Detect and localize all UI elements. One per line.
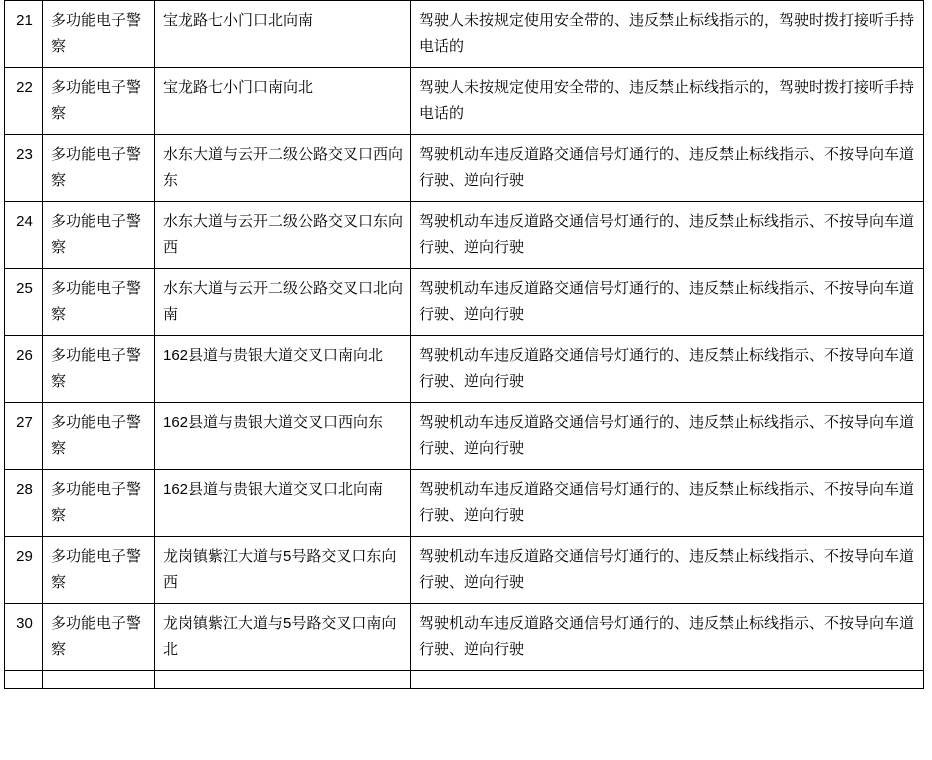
row-device-type: 多功能电子警察 (43, 68, 155, 135)
row-location: 水东大道与云开二级公路交叉口西向东 (155, 135, 411, 202)
row-index: 23 (5, 135, 43, 202)
row-violation-description: 驾驶机动车违反道路交通信号灯通行的、违反禁止标线指示、不按导向车道行驶、逆向行驶 (411, 336, 924, 403)
row-index: 22 (5, 68, 43, 135)
table-row (5, 403, 924, 470)
row-violation-description: 驾驶机动车违反道路交通信号灯通行的、违反禁止标线指示、不按导向车道行驶、逆向行驶 (411, 403, 924, 470)
row-location: 水东大道与云开二级公路交叉口北向南 (155, 269, 411, 336)
row-index: 21 (5, 1, 43, 68)
row-violation-description: 驾驶人未按规定使用安全带的、违反禁止标线指示的，驾驶时拨打接听手持电话的 (411, 68, 924, 135)
row-index: 27 (5, 403, 43, 470)
enforcement-device-table (4, 0, 924, 689)
row-violation-description: 驾驶机动车违反道路交通信号灯通行的、违反禁止标线指示、不按导向车道行驶、逆向行驶 (411, 604, 924, 671)
table-row-partial (5, 671, 924, 689)
table-row (5, 1, 924, 68)
row-violation-description: 驾驶机动车违反道路交通信号灯通行的、违反禁止标线指示、不按导向车道行驶、逆向行驶 (411, 269, 924, 336)
row-index: 29 (5, 537, 43, 604)
row-location: 宝龙路七小门口北向南 (155, 1, 411, 68)
row-index: 24 (5, 202, 43, 269)
row-device-type: 多功能电子警察 (43, 604, 155, 671)
row-index: 28 (5, 470, 43, 537)
row-index: 30 (5, 604, 43, 671)
row-device-type: 多功能电子警察 (43, 1, 155, 68)
row-device-type: 多功能电子警察 (43, 470, 155, 537)
row-index: 25 (5, 269, 43, 336)
row-device-type: 多功能电子警察 (43, 403, 155, 470)
table-body (5, 1, 924, 689)
row-location: 水东大道与云开二级公路交叉口东向西 (155, 202, 411, 269)
row-location: 龙岗镇紫江大道与5号路交叉口东向西 (155, 537, 411, 604)
row-device-type: 多功能电子警察 (43, 269, 155, 336)
table-row (5, 202, 924, 269)
row-device-type: 多功能电子警察 (43, 537, 155, 604)
row-violation-description: 驾驶机动车违反道路交通信号灯通行的、违反禁止标线指示、不按导向车道行驶、逆向行驶 (411, 202, 924, 269)
table-row (5, 470, 924, 537)
table-row (5, 68, 924, 135)
table-row (5, 537, 924, 604)
table-row (5, 604, 924, 671)
partial-cell-description (411, 671, 924, 689)
partial-cell-type (43, 671, 155, 689)
table-row (5, 336, 924, 403)
row-index: 26 (5, 336, 43, 403)
row-device-type: 多功能电子警察 (43, 135, 155, 202)
row-location: 162县道与贵银大道交叉口北向南 (155, 470, 411, 537)
row-device-type: 多功能电子警察 (43, 336, 155, 403)
row-violation-description: 驾驶机动车违反道路交通信号灯通行的、违反禁止标线指示、不按导向车道行驶、逆向行驶 (411, 135, 924, 202)
row-location: 162县道与贵银大道交叉口西向东 (155, 403, 411, 470)
row-violation-description: 驾驶人未按规定使用安全带的、违反禁止标线指示的，驾驶时拨打接听手持电话的 (411, 1, 924, 68)
table-row (5, 269, 924, 336)
row-location: 162县道与贵银大道交叉口南向北 (155, 336, 411, 403)
partial-cell-location (155, 671, 411, 689)
row-violation-description: 驾驶机动车违反道路交通信号灯通行的、违反禁止标线指示、不按导向车道行驶、逆向行驶 (411, 470, 924, 537)
table-row (5, 135, 924, 202)
row-location: 龙岗镇紫江大道与5号路交叉口南向北 (155, 604, 411, 671)
row-device-type: 多功能电子警察 (43, 202, 155, 269)
row-location: 宝龙路七小门口南向北 (155, 68, 411, 135)
partial-cell-index (5, 671, 43, 689)
row-violation-description: 驾驶机动车违反道路交通信号灯通行的、违反禁止标线指示、不按导向车道行驶、逆向行驶 (411, 537, 924, 604)
